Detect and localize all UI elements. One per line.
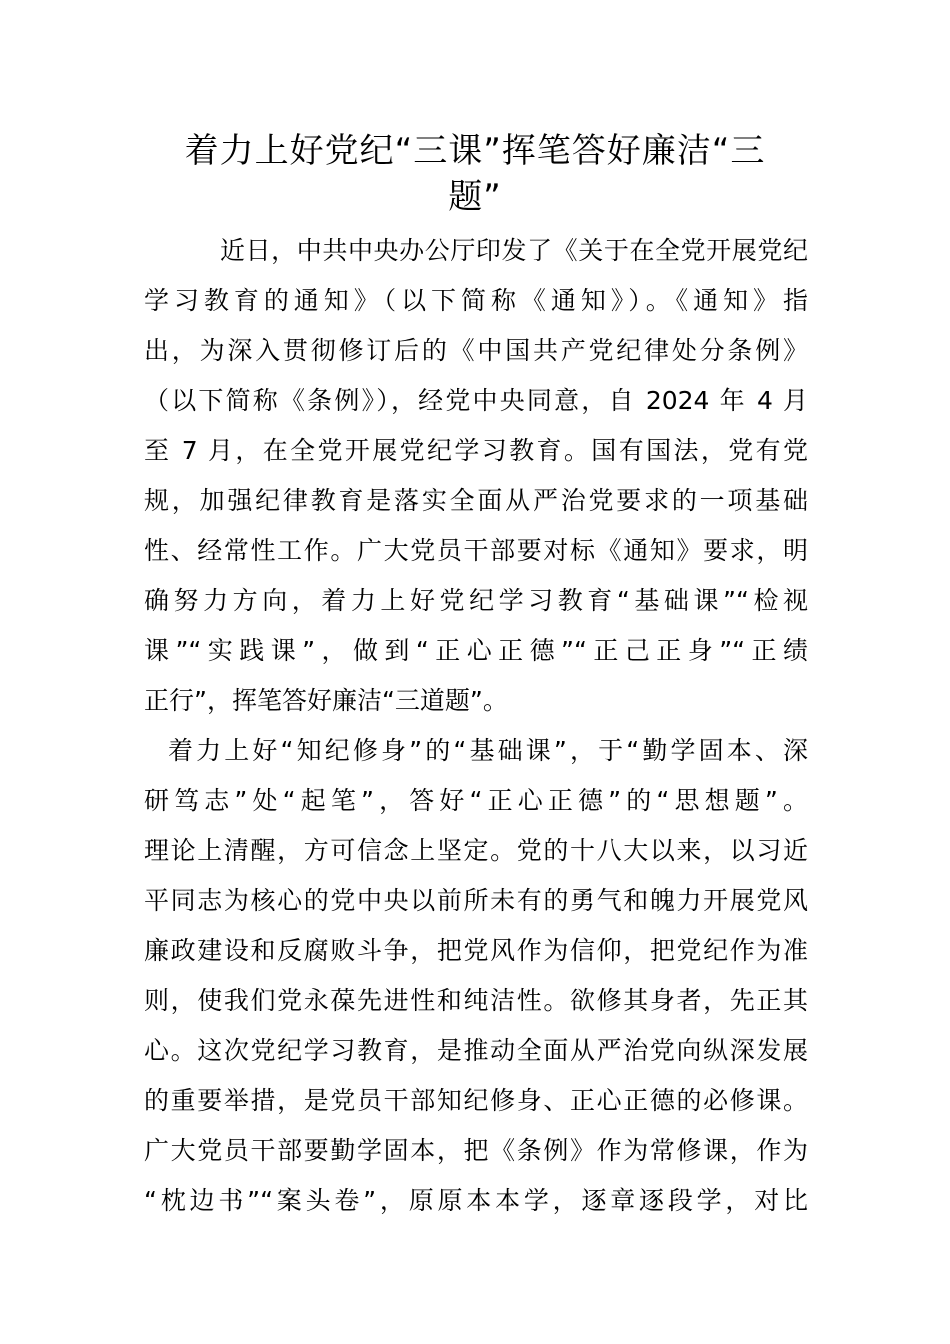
body-line: 广大党员干部要勤学固本，把《条例》作为常修课，作为 (144, 1136, 808, 1165)
body-line: 着力上好“知纪修身”的“基础课”，于“勤学固本、深 (168, 736, 808, 765)
document-title (120, 128, 830, 220)
body-line: 心。这次党纪学习教育，是推动全面从严治党向纵深发展 (144, 1036, 808, 1065)
body-line: 研笃志”处“起笔”，答好“正心正德”的“思想题”。 (144, 786, 808, 815)
body-line: “枕边书”“案头卷”，原原本本学，逐章逐段学，对比 (144, 1186, 808, 1215)
title-line-1: 着力上好党纪“三课”挥笔答好廉洁“三 (184, 131, 766, 171)
body-line: 廉政建设和反腐败斗争，把党风作为信仰，把党纪作为准 (144, 936, 808, 965)
title-line-2: 题” (448, 177, 502, 217)
body-line: 则，使我们党永葆先进性和纯洁性。欲修其身者，先正其 (144, 986, 808, 1015)
body-line: 学习教育的通知》（以下简称《通知》）。《通知》指 (144, 286, 808, 315)
body-line: 规，加强纪律教育是落实全面从严治党要求的一项基础 (144, 486, 808, 515)
body-line: 出，为深入贯彻修订后的《中国共产党纪律处分条例》 (144, 336, 808, 365)
body-line: 至 7 月，在全党开展党纪学习教育。国有国法，党有党 (144, 436, 808, 465)
body-line: 近日，中共中央办公厅印发了《关于在全党开展党纪 (220, 236, 808, 265)
body-line: 正行”，挥笔答好廉洁“三道题”。 (144, 686, 508, 715)
body-line: 平同志为核心的党中央以前所未有的勇气和魄力开展党风 (144, 886, 808, 915)
body-line: 性、经常性工作。广大党员干部要对标《通知》要求，明 (144, 536, 808, 565)
body-line: 课”“实践课”，做到“正心正德”“正己正身”“正绩 (144, 636, 808, 665)
body-line: 理论上清醒，方可信念上坚定。党的十八大以来，以习近 (144, 836, 808, 865)
body-line: 的重要举措，是党员干部知纪修身、正心正德的必修课。 (144, 1086, 808, 1115)
body-line: （以下简称《条例》），经党中央同意，自 2024 年 4 月 (144, 386, 808, 415)
body-line: 确努力方向，着力上好党纪学习教育“基础课”“检视 (144, 586, 808, 615)
